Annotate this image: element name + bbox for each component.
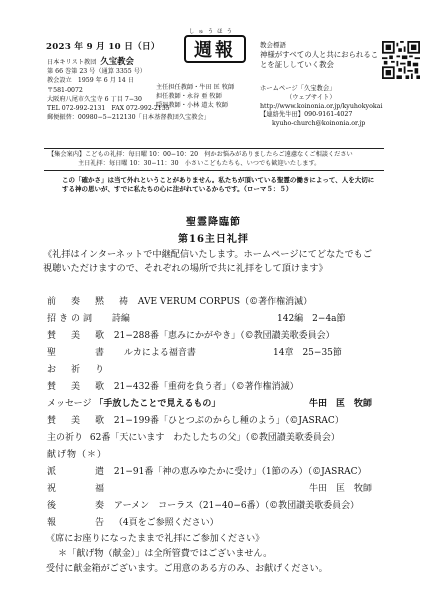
web-label: ホームページ「久宝教会」	[260, 85, 336, 92]
order-text: 21−199番「ひとつぶのからし種のよう」（©JASRAC）	[113, 416, 344, 426]
order-text: 21−288番「恵みにかがやき」（©教団讃美歌委員会）	[113, 331, 335, 341]
order-text: ルカによる福音書	[123, 348, 196, 358]
order-item	[47, 499, 359, 513]
order-text: AVE VERUM CORPUS（©著作権消滅）	[137, 297, 313, 307]
order-label: お 祈 り	[47, 365, 108, 375]
order-label: 報 告	[47, 518, 108, 528]
liturgical-season: 聖霊降臨節	[186, 217, 241, 228]
staff-list	[156, 84, 234, 111]
web-url[interactable]: http://www.koinonia.or.jp/kyuhokyokai	[260, 102, 383, 110]
staff-item: 隠退教師・小林 道太 牧師	[156, 101, 228, 109]
issue-number: 第 66 巻第 23 号（通算 3355 号）	[47, 67, 146, 75]
footer-notes	[46, 532, 396, 577]
contact-email[interactable]: kyuho-church@koinonia.or.jp	[272, 120, 366, 128]
staff-item: 主任担任教師・牛田 匡 牧師	[156, 84, 235, 91]
bulletin-date: 2023 年 9 月 10 日（日）	[46, 42, 160, 52]
order-label: 賛 美 歌	[47, 331, 108, 341]
church-motto: 神様がすべての人と共におられることを証ししていく教会	[260, 50, 379, 70]
order-item	[47, 465, 367, 479]
order-item	[47, 363, 107, 377]
order-label: 後 奏	[47, 501, 108, 511]
order-item	[47, 431, 340, 445]
order-item	[47, 312, 346, 326]
order-label: メッセージ	[47, 399, 92, 409]
order-label: 賛 美 歌	[47, 382, 108, 392]
order-label: 主の祈り	[47, 433, 84, 443]
order-right: 牛田 匡 牧師	[309, 484, 373, 494]
divider	[44, 148, 384, 149]
web-info	[260, 85, 382, 129]
contact-phone: 【連絡先牛田】090-9161-4027	[260, 111, 353, 119]
divider	[44, 170, 384, 171]
order-item	[47, 346, 342, 360]
weekly-title: 週報	[184, 35, 246, 63]
order-text: 21−432番「重荷を負う者」（©著作権消滅）	[113, 382, 299, 392]
meeting-info-line: 【集会案内】こどもの礼拝：毎日曜 10：00−10：20 何かお悩みがありましたらご遠慮なくご相談ください	[48, 151, 353, 158]
meeting-info-line: 主日礼拝：毎日曜 10：30−11：30 小さいこどもたちも、いつでも歓迎いたします。	[78, 160, 321, 167]
order-label: 献げ物（＊）	[47, 450, 108, 460]
order-item	[47, 397, 373, 411]
web-sub: （ウェブサイト）	[286, 93, 336, 101]
denomination: 日本キリスト教団	[47, 59, 97, 66]
sunday-title: 第16主日礼拝	[178, 234, 249, 245]
tel-fax: TEL 072-992-2131 FAX 072-992-2135	[47, 104, 170, 112]
order-item	[47, 482, 373, 496]
motto-label: 教会標語	[260, 41, 286, 49]
order-label: 派 遣	[47, 467, 108, 477]
preacher: 牛田 匡 牧師	[309, 399, 373, 409]
footer-line: 《席にお座りになったままで礼拝にご参加ください》	[46, 534, 265, 544]
postal-code: 〒581-0072	[47, 87, 83, 95]
address: 大阪府八尾市久宝寺 6 丁目 7−30	[47, 96, 142, 104]
order-right: 142編 2−4a節	[277, 314, 346, 324]
order-label: 祝 福	[47, 484, 108, 494]
order-right: 14章 25−35節	[273, 348, 342, 358]
staff-item: 担任教師・永谷 亜 牧師	[156, 92, 222, 100]
order-item	[47, 295, 312, 309]
order-item	[47, 380, 299, 394]
church-name: 久宝教会	[100, 56, 134, 66]
footer-line: 受付に献金箱がございます。ご用意のある方のみ、お献げください。	[46, 564, 328, 574]
order-label: 聖 書	[47, 348, 108, 358]
postal-transfer: 郵便振替：00980−5−212130「日本基督教団久宝教会」	[47, 113, 210, 121]
order-text: 詩編	[111, 314, 130, 324]
order-item	[47, 414, 344, 428]
order-item	[47, 448, 107, 462]
order-label: 賛 美 歌	[47, 416, 108, 426]
order-item	[47, 329, 335, 343]
order-text: （4頁をご参照ください）	[113, 518, 219, 528]
order-label: 前 奏 黙 祷	[47, 297, 132, 307]
order-item	[47, 516, 219, 530]
order-text: 62番「天にいます わたしたちの父」（©教団讃美歌委員会）	[89, 433, 340, 443]
order-text: アーメン コーラス（21−40−6番）（©教団讃美歌委員会）	[113, 501, 360, 511]
sermon-title: 「手放したことで見えるもの」	[94, 399, 221, 409]
founded-date: 教会設立 1959 年 6 月 14 日	[47, 76, 134, 84]
weekly-ruby: しゅうほう	[189, 29, 236, 35]
footer-line: ＊「献げ物（献金）」は全所管費ではございません。	[58, 549, 273, 559]
order-text: 21−91番「神の恵みゆたかに受け」（1節のみ）（©JASRAC）	[113, 467, 367, 477]
qr-code-icon[interactable]	[382, 41, 420, 79]
broadcast-notice: 《礼拝はインターネットで中継配信いたします。ホームページにてどなたでもご視聴いただけますので、それぞれの場所で共に礼拝をして頂けます》	[43, 249, 373, 275]
order-label: 招きの詞	[47, 314, 96, 324]
scripture-verse: この「確かさ」は当て外れということがありません。私たちが頂いている聖霊の働きによって、人を大切にする神の思いが、すでに私たちの心に注がれているからです。（ローマ５：５）	[62, 176, 375, 194]
meeting-info	[46, 150, 384, 168]
